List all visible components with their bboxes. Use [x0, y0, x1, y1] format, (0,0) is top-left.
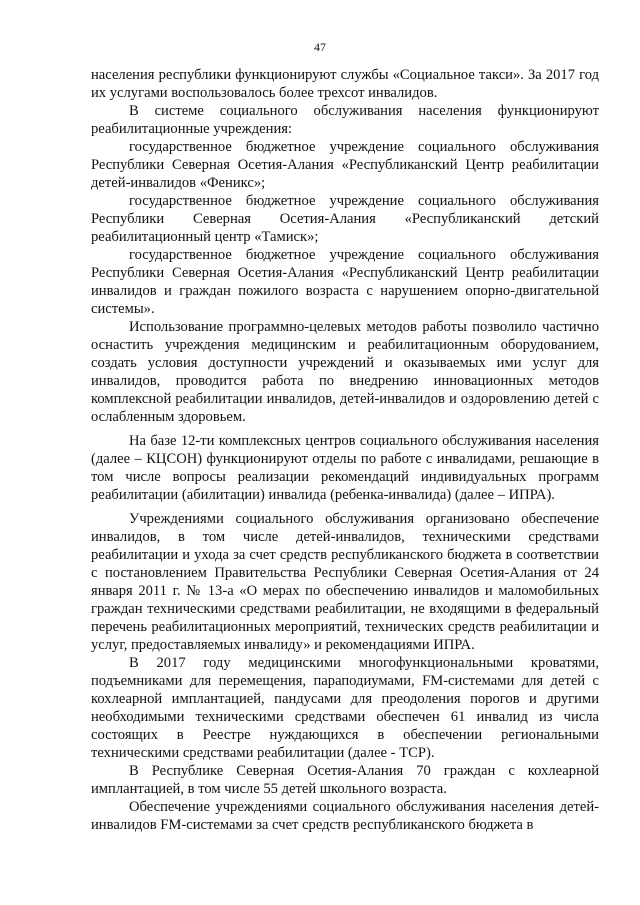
document-body — [91, 66, 599, 834]
paragraph-1: населения республики функционируют службы «Социальное такси». За 2017 год их услугами воспользовалось более трехсот инвалидов. — [91, 67, 599, 101]
page-number: 47 — [314, 40, 326, 54]
paragraph-10: В Республике Северная Осетия-Алания 70 граждан с кохлеарной имплантацией, в том числе 55 детей школьного возраста. — [91, 763, 599, 797]
paragraph-3: государственное бюджетное учреждение социального обслуживания Республики Северная Осетия-Алания «Республиканский Центр реабилитации детей-инвалидов «Феникс»; — [91, 139, 599, 191]
paragraph-6: Использование программно-целевых методов работы позволило частично оснастить учреждения медицинским и реабилитационным оборудованием, создать условия доступности учреждений и оказываемых ими услуг для инвалидов, проводится работа по внедрению инновационных методов комплексной реабилитации инвалидов, детей-инвалидов и оздоровлению детей с ослабленным здоровьем. — [91, 319, 599, 425]
paragraph-9: В 2017 году медицинскими многофункциональными кроватями, подъемниками для перемещения, параподиумами, FM-системами для детей с кохлеарной имплантацией, пандусами для преодоления порогов и другими необходимыми техническими средствами обеспечен 61 инвалид из числа состоящих в Реестре нуждающихся в обеспечении региональными техническими средствами реабилитации (далее - ТСР). — [91, 655, 599, 761]
paragraph-11: Обеспечение учреждениями социального обслуживания населения детей-инвалидов FM-системами за счет средств республиканского бюджета в — [91, 799, 599, 833]
paragraph-7: На базе 12-ти комплексных центров социального обслуживания населения (далее – КЦСОН) функционируют отделы по работе с инвалидами, решающие в том числе вопросы реализации рекомендаций индивидуальных программ реабилитации (абилитации) инвалида (ребенка-инвалида) (далее – ИПРА). — [91, 433, 599, 503]
paragraph-4: государственное бюджетное учреждение социального обслуживания Республики Северная Осетия-Алания «Республиканский детский реабилитационный центр «Тамиск»; — [91, 193, 599, 245]
paragraph-5: государственное бюджетное учреждение социального обслуживания Республики Северная Осетия-Алания «Республиканский Центр реабилитации инвалидов и граждан пожилого возраста с нарушением опорно-двигательной системы». — [91, 247, 599, 317]
paragraph-8: Учреждениями социального обслуживания организовано обеспечение инвалидов, в том числе детей-инвалидов, техническими средствами реабилитации и ухода за счет средств республиканского бюджета в соответствии с постановлением Правительства Республики Северная Осетия-Алания от 24 января 2011 г. № 13-а «О мерах по обеспечению инвалидов и маломобильных граждан техническими средствами реабилитации, не входящими в федеральный перечень реабилитационных мероприятий, технических средств реабилитации и услуг, предоставляемых инвалиду» и рекомендациями ИПРА. — [91, 511, 599, 653]
paragraph-2: В системе социального обслуживания населения функционируют реабилитационные учреждения: — [91, 103, 599, 137]
